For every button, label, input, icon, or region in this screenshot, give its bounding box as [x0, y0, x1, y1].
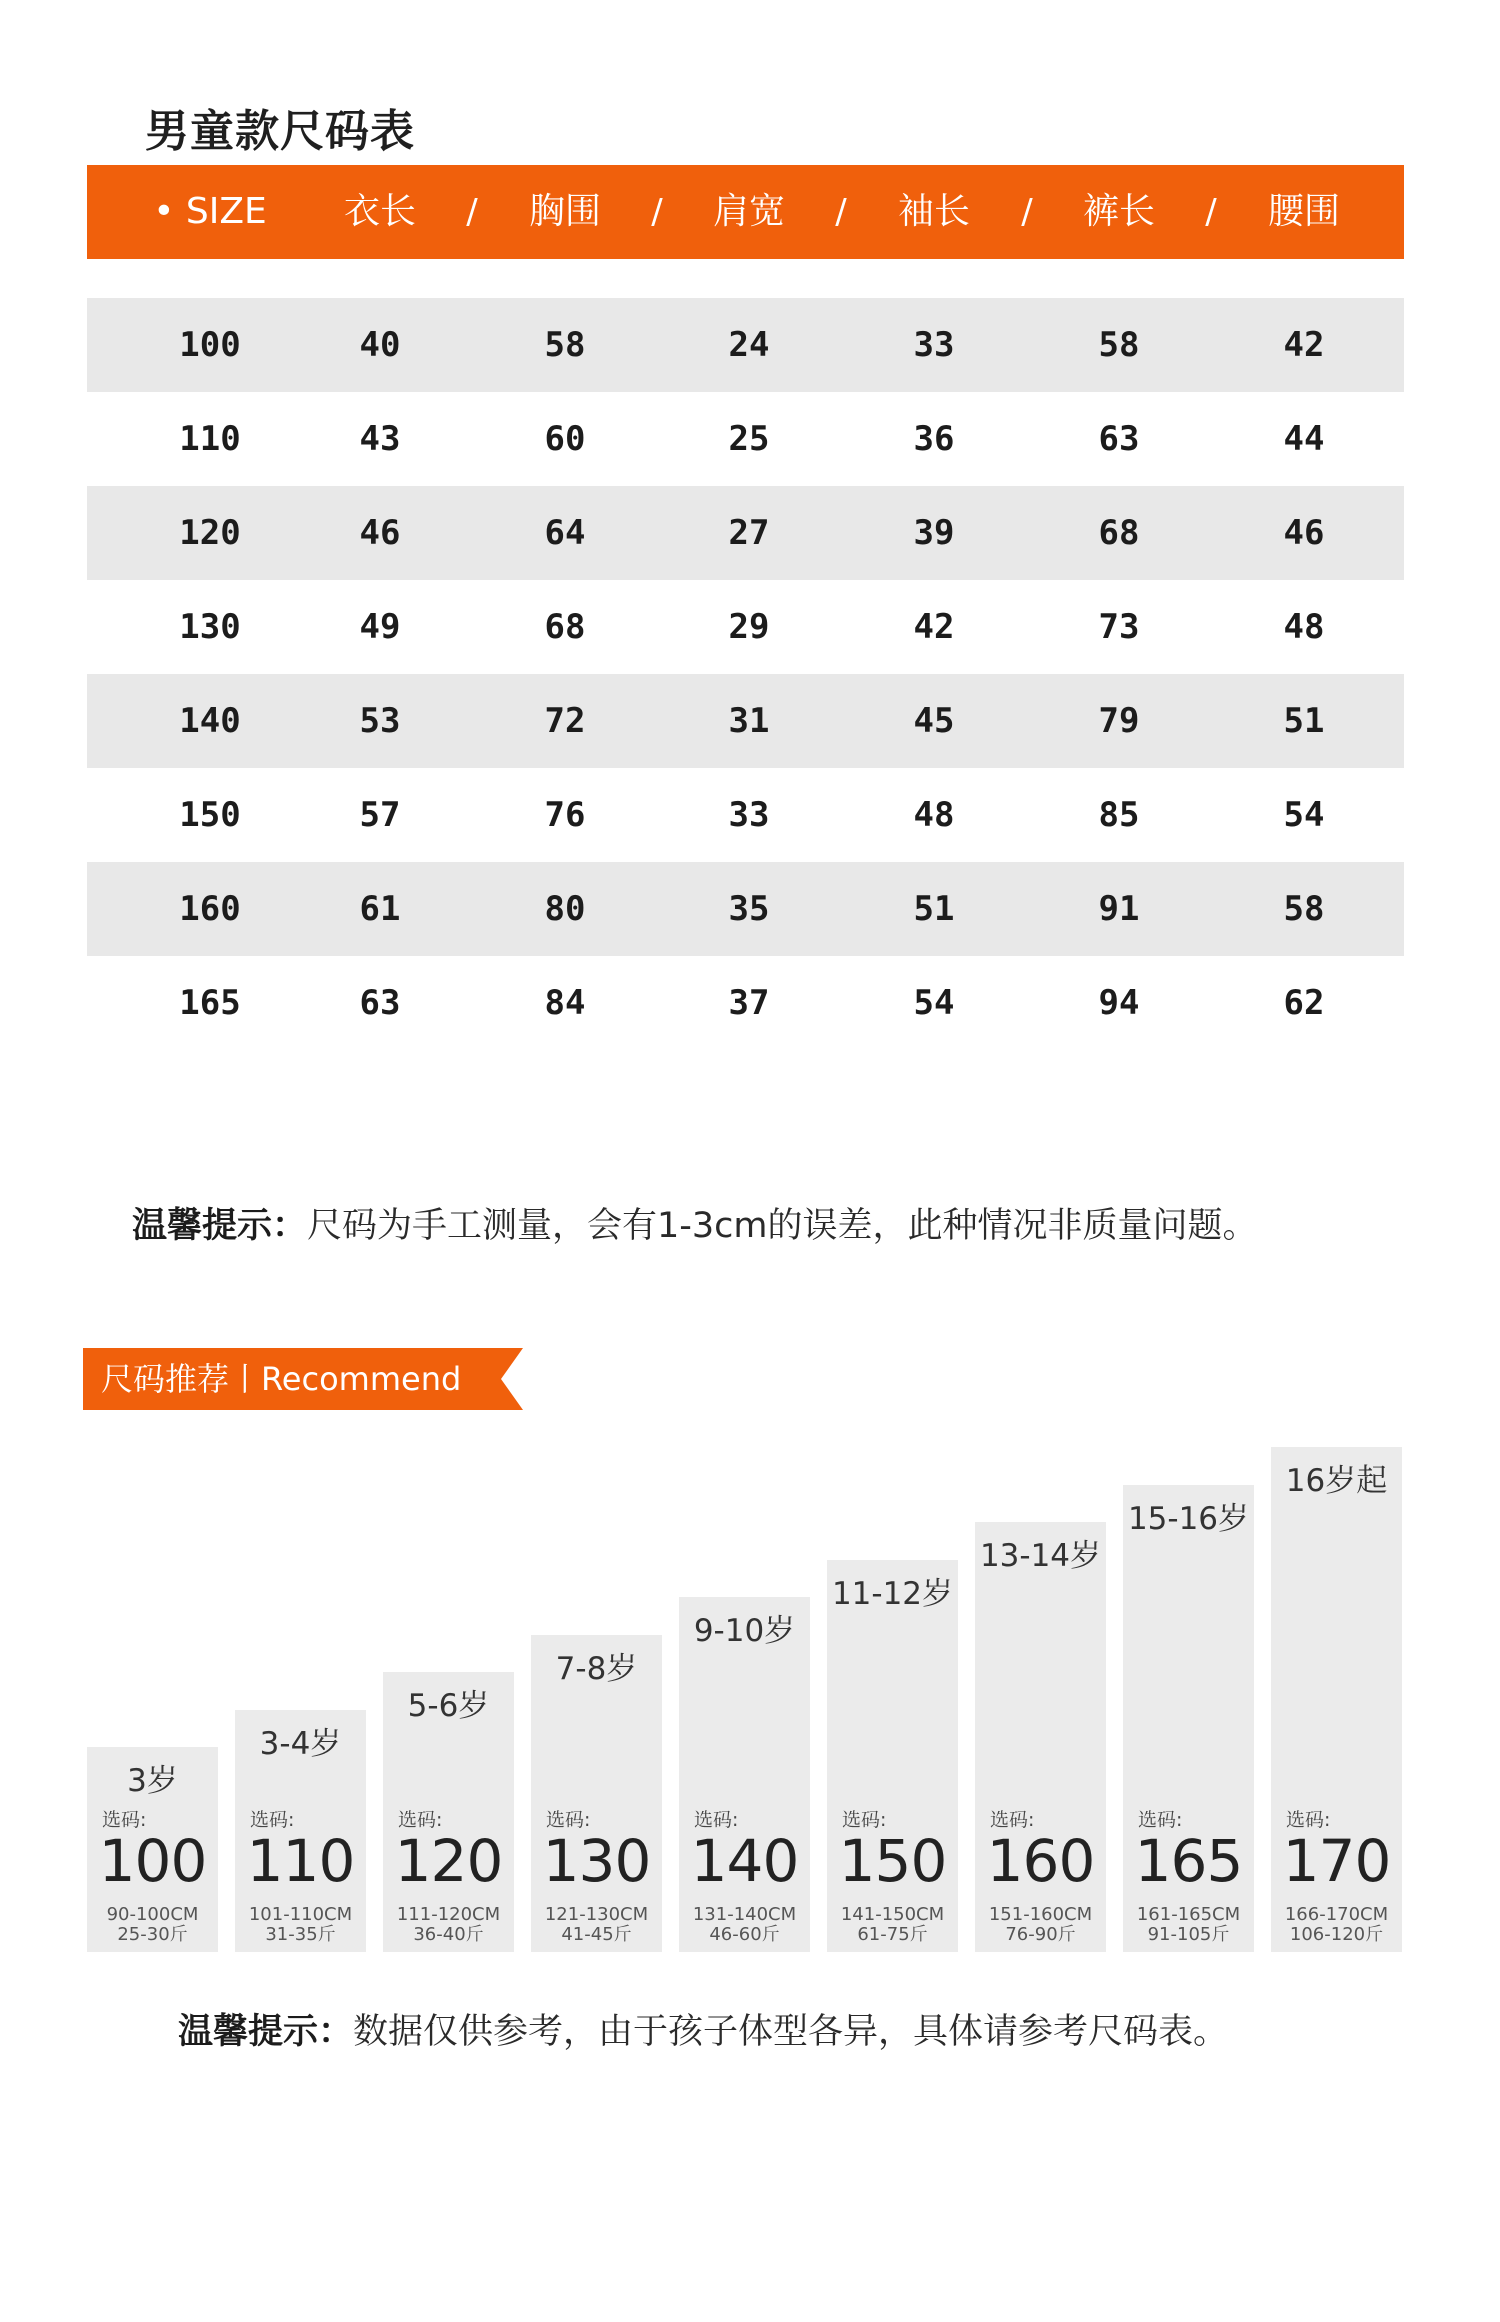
tip-label: 温馨提示： [178, 2012, 354, 2052]
size-bar [531, 1635, 662, 1953]
cell-waist: 58 [1283, 889, 1325, 929]
page-title: 男童款尺码表 [145, 106, 415, 157]
cell-chest: 72 [544, 701, 586, 741]
age-label: 3-4岁 [259, 1725, 342, 1762]
weight-range: 36-40斤 [413, 1924, 484, 1945]
age-label: 15-16岁 [1127, 1500, 1250, 1537]
age-label: 3岁 [127, 1763, 178, 1799]
size-bar [383, 1672, 514, 1952]
cell-length: 46 [359, 513, 401, 553]
cell-size: 110 [179, 419, 241, 459]
header-size: • SIZE [153, 191, 267, 232]
cell-length: 53 [359, 701, 401, 741]
height-range: 101-110CM [248, 1904, 353, 1925]
cell-sleeve: 54 [913, 983, 955, 1023]
weight-range: 41-45斤 [561, 1924, 632, 1945]
pick-label: 选码: [1138, 1809, 1183, 1831]
pick-label: 选码: [398, 1809, 443, 1831]
recommended-size: 100 [98, 1827, 207, 1895]
cell-shoulder: 25 [728, 419, 770, 459]
tip-text: 数据仅供参考，由于孩子体型各异，具体请参考尺码表。 [353, 2012, 1229, 2052]
cell-size: 120 [179, 513, 241, 553]
cell-waist: 51 [1283, 701, 1325, 741]
cell-sleeve: 36 [913, 419, 955, 459]
cell-size: 130 [179, 607, 241, 647]
cell-pants-length: 79 [1098, 701, 1140, 741]
size-bar [975, 1522, 1106, 1952]
cell-waist: 46 [1283, 513, 1325, 553]
header-separator: / [1021, 192, 1033, 232]
size-bar [1271, 1447, 1402, 1952]
recommended-size: 130 [542, 1827, 651, 1895]
recommend-banner [83, 1348, 523, 1410]
age-label: 13-14岁 [979, 1538, 1102, 1574]
header-separator: / [466, 192, 478, 232]
pick-label: 选码: [1286, 1809, 1331, 1831]
age-label: 9-10岁 [693, 1613, 796, 1649]
table-row [87, 392, 1404, 486]
cell-sleeve: 45 [913, 701, 955, 741]
table-row [87, 298, 1404, 392]
age-label: 11-12岁 [831, 1575, 954, 1612]
header-separator: / [1205, 192, 1217, 232]
cell-chest: 80 [544, 889, 586, 929]
recommended-size: 160 [986, 1827, 1095, 1895]
cell-pants-length: 68 [1098, 513, 1140, 553]
pick-label: 选码: [990, 1809, 1035, 1831]
cell-pants-length: 91 [1098, 889, 1140, 929]
size-bar [679, 1597, 810, 1952]
cell-size: 150 [179, 795, 241, 835]
cell-pants-length: 85 [1098, 795, 1140, 835]
cell-chest: 64 [544, 513, 586, 553]
age-label: 7-8岁 [555, 1650, 638, 1687]
tip-label: 温馨提示： [132, 1206, 308, 1246]
size-bar [1123, 1485, 1254, 1953]
age-label: 5-6岁 [407, 1688, 490, 1724]
cell-length: 57 [359, 795, 401, 835]
cell-waist: 54 [1283, 795, 1325, 835]
size-table-body [87, 298, 1404, 1050]
height-range: 121-130CM [544, 1904, 649, 1925]
cell-sleeve: 39 [913, 513, 955, 553]
cell-waist: 44 [1283, 419, 1325, 459]
height-range: 111-120CM [396, 1904, 501, 1925]
cell-pants-length: 58 [1098, 325, 1140, 365]
pick-label: 选码: [546, 1809, 591, 1831]
weight-range: 106-120斤 [1289, 1924, 1384, 1945]
header-separator: / [651, 192, 663, 232]
table-row [87, 956, 1404, 1050]
size-bar [87, 1747, 218, 1952]
header-waist: 腰围 [1267, 191, 1341, 232]
recommended-size: 110 [246, 1827, 355, 1895]
pick-label: 选码: [842, 1809, 887, 1831]
cell-sleeve: 48 [913, 795, 955, 835]
height-range: 141-150CM [840, 1904, 945, 1925]
cell-length: 40 [359, 325, 401, 365]
cell-shoulder: 24 [728, 325, 770, 365]
table-row [87, 768, 1404, 862]
weight-range: 25-30斤 [117, 1924, 188, 1945]
height-range: 166-170CM [1284, 1904, 1389, 1925]
table-row [87, 862, 1404, 956]
cell-length: 49 [359, 607, 401, 647]
recommended-size: 165 [1134, 1827, 1243, 1895]
cell-sleeve: 51 [913, 889, 955, 929]
cell-size: 165 [179, 983, 241, 1023]
cell-chest: 84 [544, 983, 586, 1023]
cell-pants-length: 73 [1098, 607, 1140, 647]
weight-range: 91-105斤 [1147, 1924, 1230, 1945]
size-bar [827, 1560, 958, 1953]
size-table-header [87, 165, 1404, 259]
height-range: 151-160CM [988, 1904, 1093, 1925]
cell-shoulder: 27 [728, 513, 770, 553]
banner-text: 尺码推荐丨Recommend [101, 1360, 462, 1398]
cell-pants-length: 94 [1098, 983, 1140, 1023]
cell-length: 63 [359, 983, 401, 1023]
cell-size: 100 [179, 325, 241, 365]
weight-range: 76-90斤 [1005, 1924, 1076, 1945]
header-length: 衣长 [343, 191, 417, 232]
cell-shoulder: 35 [728, 889, 770, 929]
cell-shoulder: 29 [728, 607, 770, 647]
cell-shoulder: 33 [728, 795, 770, 835]
size-recommend-chart [87, 1440, 1404, 1952]
table-row [87, 486, 1404, 580]
header-sleeve: 袖长 [897, 191, 971, 232]
cell-sleeve: 42 [913, 607, 955, 647]
cell-waist: 42 [1283, 325, 1325, 365]
recommended-size: 170 [1282, 1827, 1391, 1895]
cell-size: 140 [179, 701, 241, 741]
recommended-size: 150 [838, 1827, 947, 1895]
cell-waist: 48 [1283, 607, 1325, 647]
pick-label: 选码: [102, 1809, 147, 1831]
measurement-tip [132, 1198, 1258, 1248]
header-shoulder: 肩宽 [712, 191, 786, 232]
header-pants-length: 裤长 [1082, 191, 1156, 232]
height-range: 90-100CM [106, 1904, 199, 1925]
tip-text: 尺码为手工测量，会有1-3cm的误差，此种情况非质量问题。 [307, 1206, 1258, 1246]
cell-chest: 58 [544, 325, 586, 365]
cell-size: 160 [179, 889, 241, 929]
recommended-size: 120 [394, 1827, 503, 1895]
cell-pants-length: 63 [1098, 419, 1140, 459]
weight-range: 31-35斤 [265, 1924, 336, 1945]
weight-range: 61-75斤 [857, 1924, 928, 1945]
table-row [87, 674, 1404, 768]
table-row [87, 580, 1404, 674]
recommended-size: 140 [690, 1827, 799, 1895]
height-range: 161-165CM [1136, 1904, 1241, 1925]
size-bar [235, 1710, 366, 1953]
cell-chest: 60 [544, 419, 586, 459]
cell-shoulder: 31 [728, 701, 770, 741]
cell-length: 61 [359, 889, 401, 929]
header-separator: / [835, 192, 847, 232]
age-label: 16岁起 [1285, 1463, 1388, 1499]
cell-length: 43 [359, 419, 401, 459]
pick-label: 选码: [250, 1809, 295, 1831]
reference-tip [178, 2004, 1228, 2054]
height-range: 131-140CM [692, 1904, 797, 1925]
weight-range: 46-60斤 [709, 1924, 780, 1945]
cell-shoulder: 37 [728, 983, 770, 1023]
cell-sleeve: 33 [913, 325, 955, 365]
header-chest: 胸围 [528, 191, 602, 232]
cell-chest: 76 [544, 795, 586, 835]
cell-chest: 68 [544, 607, 586, 647]
pick-label: 选码: [694, 1809, 739, 1831]
cell-waist: 62 [1283, 983, 1325, 1023]
